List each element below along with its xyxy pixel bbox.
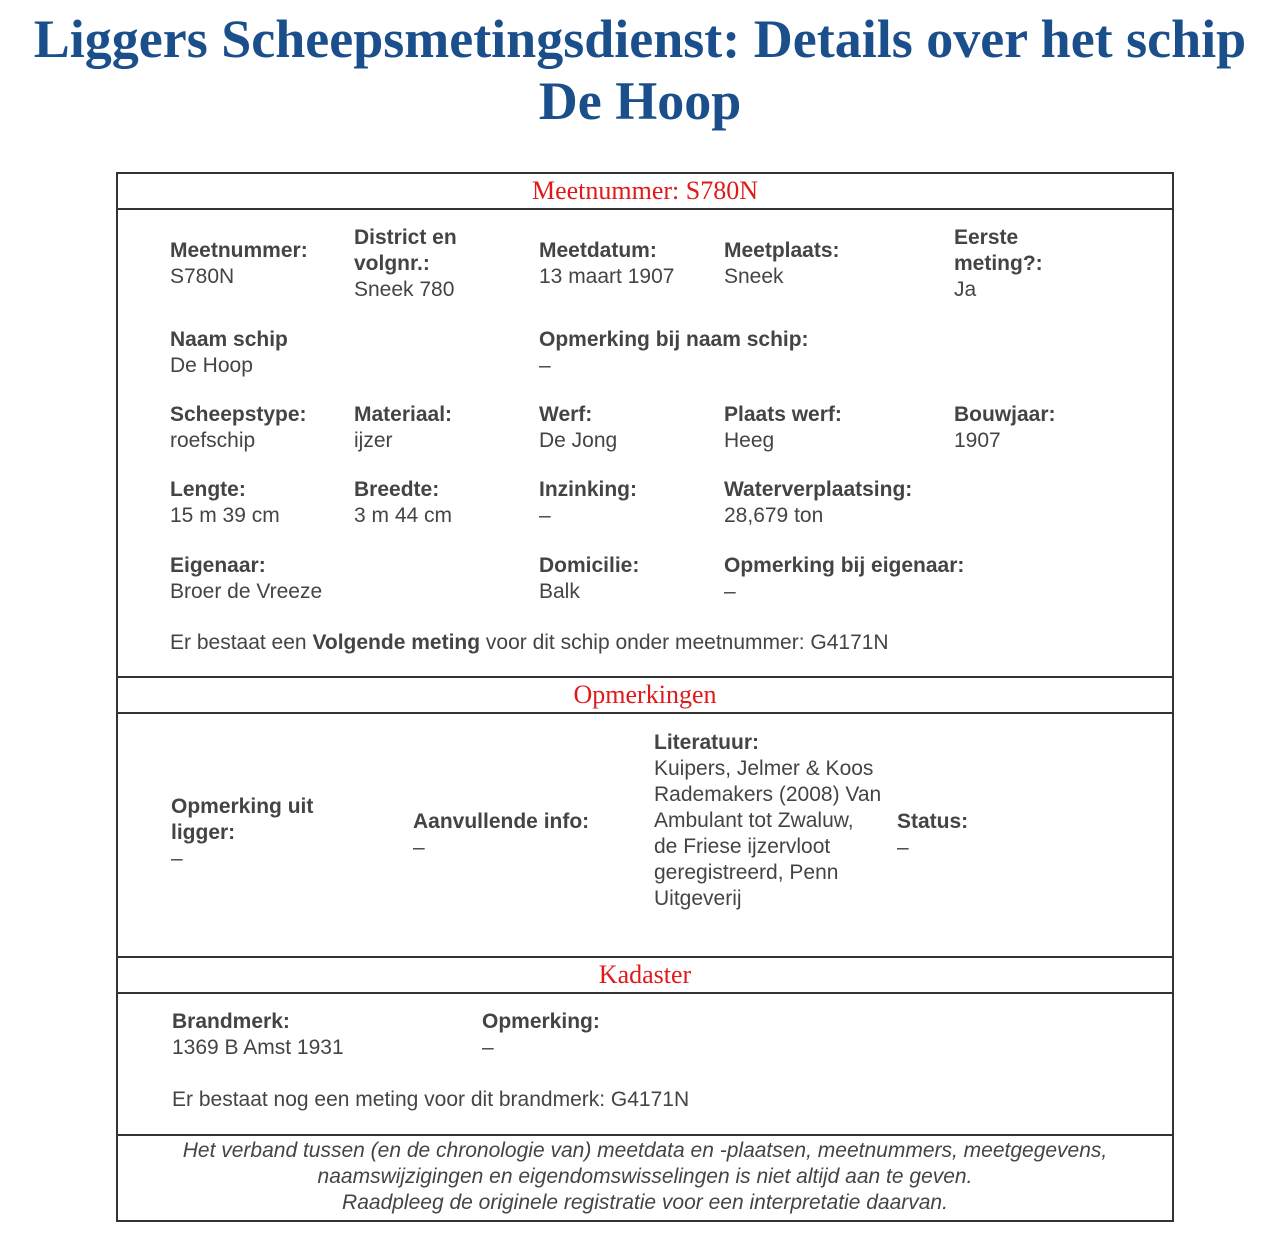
field-value: 28,679 ton [724,504,824,527]
field-opmerking-eigenaar [724,553,1024,605]
field-label: Literatuur: [654,731,759,754]
field-district [354,225,514,303]
field-label: Scheepstype: [170,403,307,426]
field-value: – [539,354,551,377]
field-label: Plaats werf: [724,403,842,426]
field-aanvullende-info [413,809,643,861]
field-scheepstype [170,402,350,454]
field-label: Opmerking bij eigenaar: [724,554,965,577]
field-value: 1369 B Amst 1931 [172,1036,344,1059]
field-domicilie [539,553,719,605]
disclaimer-line-3: Raadpleeg de originele registratie voor een interpretatie daarvan. [342,1191,948,1214]
field-value: – [724,580,736,603]
field-waterverplaatsing [724,477,984,529]
note-prefix: Er bestaat een [170,631,313,654]
field-value: Kuipers, Jelmer & Koos Rademakers (2008) Van Ambulant tot Zwaluw, de Friese ijzervloot geregistreerd, Penn Uitgeverij [654,757,882,910]
field-label: Opmerking: [482,1010,600,1033]
note-suffix: voor dit schip onder meetnummer: G4171N [480,631,889,654]
next-measurement-note [170,630,889,656]
field-value: 3 m 44 cm [354,504,453,527]
field-kadaster-opmerking [482,1009,742,1061]
field-meetnummer [170,238,350,290]
field-label: Lengte: [170,478,246,501]
field-meetdatum [539,238,719,290]
field-value: – [539,504,551,527]
field-inzinking [539,477,719,529]
field-label: Status: [897,810,969,833]
field-value: Sneek 780 [354,278,455,301]
field-breedte [354,477,534,529]
field-plaats-werf [724,402,904,454]
field-value: – [413,836,425,859]
ship-details-table [116,172,1174,1222]
field-value: 15 m 39 cm [170,504,280,527]
field-materiaal [354,402,534,454]
field-label: Inzinking: [539,478,637,501]
field-meetplaats [724,238,904,290]
field-label: Waterverplaatsing: [724,478,913,501]
field-label: District en volgnr.: [354,226,457,275]
field-value: 13 maart 1907 [539,265,675,288]
meetnummer-section [118,210,1172,678]
field-label: Meetnummer: [170,239,308,262]
field-bouwjaar [954,402,1134,454]
field-label: Naam schip [170,328,288,351]
field-value: – [171,847,183,870]
field-value: roefschip [170,429,256,452]
field-opmerking-ligger [171,794,371,872]
disclaimer-line-2: naamswijzigingen en eigendomswisselingen is niet altijd aan te geven. [317,1165,973,1188]
field-label: Breedte: [354,478,440,501]
meetnummer-section-header: Meetnummer: S780N [118,174,1172,210]
field-label: Meetplaats: [724,239,840,262]
field-eigenaar [170,553,470,605]
field-label: Eigenaar: [170,554,266,577]
field-label: Opmerking uit ligger: [171,795,314,844]
field-label: Werf: [539,403,593,426]
kadaster-section [118,994,1172,1136]
field-value: Ja [954,278,977,301]
field-value: Broer de Vreeze [170,580,323,603]
field-value: De Jong [539,429,618,452]
opmerkingen-section [118,714,1172,958]
field-opmerking-naam [539,327,939,379]
field-literatuur [654,730,882,912]
disclaimer-note [118,1136,1172,1220]
field-label: Eerste meting?: [954,226,1043,275]
field-brandmerk [172,1009,432,1061]
field-value: ijzer [354,429,393,452]
field-label: Meetdatum: [539,239,657,262]
field-label: Brandmerk: [172,1010,290,1033]
kadaster-section-header: Kadaster [118,958,1172,994]
field-value: – [482,1036,494,1059]
field-label: Domicilie: [539,554,640,577]
field-label: Aanvullende info: [413,810,590,833]
volgende-meting-link[interactable]: Volgende meting [312,631,481,654]
field-value: – [897,836,909,859]
brandmerk-note: Er bestaat nog een meting voor dit brandmerk: G4171N [172,1088,690,1111]
field-value: S780N [170,265,235,288]
field-lengte [170,477,350,529]
disclaimer-line-1: Het verband tussen (en de chronologie van) meetdata en -plaatsen, meetnummers, meetgegevens, [182,1139,1108,1162]
field-naam-schip [170,327,350,379]
field-status [897,809,1047,861]
field-label: Materiaal: [354,403,453,426]
field-werf [539,402,719,454]
field-value: 1907 [954,429,1001,452]
field-label: Bouwjaar: [954,403,1056,426]
opmerkingen-section-header: Opmerkingen [118,678,1172,714]
field-eerste-meting [954,225,1074,303]
field-value: Balk [539,580,580,603]
field-value: De Hoop [170,354,253,377]
field-value: Sneek [724,265,784,288]
field-value: Heeg [724,429,775,452]
field-label: Opmerking bij naam schip: [539,328,809,351]
page-title: Liggers Scheepsmetingsdienst: Details over het schip De Hoop [33,9,1247,131]
